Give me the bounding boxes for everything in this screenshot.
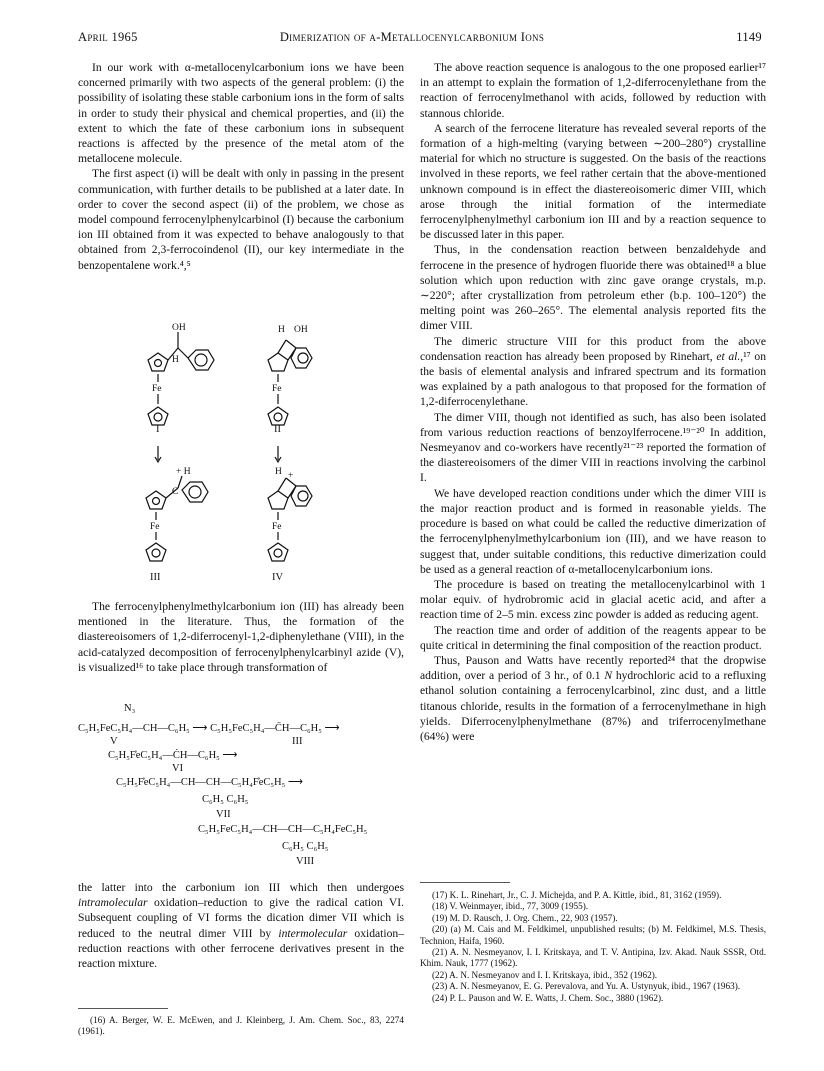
paragraph: In our work with α-metallocenylcarbonium ions we have been concerned primarily with two aspects of the general problem: (i) the possibility of isolating these stable carbonium ions in the form of salts in order to study their physical and chemical properties, and (ii) the extent to which the fate of these carbonium ions in subsequent reactions is affected by the presence of the metal atom of the metallocene molecule. <box>78 61 404 166</box>
footnote: (20) (a) M. Cais and M. Feldkimel, unpublished results; (b) M. Feldkimel, M.S. Thesis, Technion, Haifa, 1960. <box>420 924 766 946</box>
label-fe-IV: Fe <box>272 522 282 532</box>
paragraph: We have developed reaction conditions under which the dimer VIII is the major reaction product and is formed in reasonable yields. The procedure is based on what could be called the reductive dimerization of the ferrocenylphenylmethylcarbonium ion (III), and we have reason to suggest that, under suitable conditions, this reductive dimerization could be used as a general reaction of α-metallocenylcarbonium ions. <box>420 486 766 576</box>
footnote-rule-right <box>420 882 510 883</box>
issue-date: April 1965 <box>78 30 138 44</box>
label-fe-III: Fe <box>150 522 160 532</box>
scheme-label-viii: VIII <box>296 856 315 867</box>
label-h: H <box>172 355 179 365</box>
structure-I <box>148 332 214 425</box>
label-fe-II: Fe <box>272 384 282 394</box>
label-oh: OH <box>172 323 186 333</box>
structure-IV <box>268 478 312 561</box>
footnote: (16) A. Berger, W. E. McEwen, and J. Kleinberg, J. Am. Chem. Soc., 83, 2274 (1961). <box>78 1015 404 1037</box>
footnote: (19) M. D. Rausch, J. Org. Chem., 22, 903 (1957). <box>432 912 618 923</box>
footnote: (17) K. L. Rinehart, Jr., C. J. Michejda, and P. A. Kittle, ibid., 81, 3162 (1959). <box>432 890 722 900</box>
scheme-line4-sub: C₆H₅ C₆H₅ <box>282 841 329 852</box>
left-column-intro <box>78 60 404 273</box>
scheme-label-vi: VI <box>172 763 184 774</box>
footnote: (21) A. N. Nesmeyanov, I. I. Kritskaya, and T. V. Antipina, Izv. Akad. Nauk SSSR, Otd. Khim. Nauk, 1777 (1962). <box>420 947 766 969</box>
paragraph: The dimeric structure VIII for this product from the above condensation reaction has already been proposed by Rinehart, et al.,¹⁷ on the basis of elemental analysis and infrared spectrum and its formation was explained by a path analogous to that proposed for the formation of 1,2-diferrocenylethane. <box>420 334 766 409</box>
label-c: C <box>172 487 179 497</box>
paragraph: The first aspect (i) will be dealt with only in passing in the present communication, with further details to be published at a later date. In order to cover the second aspect (ii) of the problem, we chose as model compound ferrocenylphenylcarbinol (I) because the carbonium ion III obtained from it was expected to behave analogously to that obtained from 2,3-ferrocoindenol (II), our key intermediate in the benzopentalene work.⁴,⁵ <box>78 167 404 272</box>
scheme-label-iii: III <box>292 736 303 747</box>
paragraph: A search of the ferrocene literature has revealed several reports of the formation of a high-melting (varying between ∼200–280°) crystalline material for which no structure is suggested. On the basis of the reactions involved in these reports, we feel rather certain that the above-mentioned unknown compound is in effect the diastereoisomeric dimer VIII, which arose through the initial formation of the intermediate ferrocenylphenylmethyl carbonium ion III and by a reaction sequence to be discussed later in this paper. <box>420 121 766 242</box>
footnote-rule <box>78 1008 168 1009</box>
footnote: (22) A. N. Nesmeyanov and I. I. Kritskaya, ibid., 352 (1962). <box>432 969 658 980</box>
label-h-II: H <box>278 325 285 335</box>
label-II: II <box>274 424 281 435</box>
scheme-label-v: V <box>110 736 118 747</box>
paragraph: The procedure is based on treating the metallocenylcarbinol with 1 molar equiv. of hydrobromic acid in glacial acetic acid, and after a reaction time of 2–5 min. excess zinc powder is added as reducing agent. <box>420 577 766 622</box>
left-column-mid <box>78 599 404 675</box>
left-footnotes <box>78 1015 404 1038</box>
scheme-line4: C₅H₅FeC₅H₄—CH—CH—C₅H₄FeC₅H₅ <box>198 824 368 835</box>
scheme-line2: C₅H₅F̊eC₅H₄—ĊH—C₆H₅ ⟶ <box>108 750 238 761</box>
structure-II <box>268 340 312 425</box>
scheme-n3: N₃ <box>124 703 136 714</box>
structures-figure <box>120 318 340 586</box>
paragraph: The reaction time and order of addition of the reagents appear to be quite critical in determining the final composition of the reaction product. <box>420 623 766 652</box>
paragraph: The dimer VIII, though not identified as such, has also been isolated from various reduction reactions of benzoylferrocene.¹⁹⁻²⁰ In addition, Nesmeyanov and co-workers have recently²¹⁻²³ reported the formation of the diastereoisomers of the dimer VIII in reactions involving the carbinol I. <box>420 410 766 485</box>
paragraph: Thus, in the condensation reaction between benzaldehyde and ferrocene in the presence of hydrogen fluoride there was obtained¹⁸ a blue solution which upon reduction with zinc gave orange crystals, m.p. ∼220°; after crystallization from petroleum ether (b.p. 100–120°) the melting point was 260–265°. The elemental analysis reported fits the dimer VIII. <box>420 243 766 333</box>
left-column-bottom <box>78 880 404 971</box>
label-III: III <box>150 572 161 583</box>
label-I: I <box>156 424 160 435</box>
right-footnotes <box>420 890 766 1004</box>
label-plus-IV: + <box>288 471 294 481</box>
scheme-line3: C₅H₅F̊eC₅H₄—CH—CH—C₅H₄F̊eC₅H₅ ⟶ <box>116 777 303 788</box>
footnote: (18) V. Weinmayer, ibid., 77, 3009 (1955). <box>432 901 589 912</box>
label-plus-h: + H <box>176 467 191 477</box>
scheme-label-vii: VII <box>216 809 231 820</box>
paragraph: The above reaction sequence is analogous to the one proposed earlier¹⁷ in an attempt to explain the formation of 1,2-diferrocenylethane from the reaction of ferrocenylmethanol with acids, followed by reduction with stannous chloride. <box>420 61 766 120</box>
footnote: (24) P. L. Pauson and W. E. Watts, J. Chem. Soc., 3880 (1962). <box>432 992 664 1003</box>
label-oh-II: OH <box>294 325 308 335</box>
label-fe: Fe <box>152 384 162 394</box>
label-IV: IV <box>272 572 284 583</box>
footnote: (23) A. N. Nesmeyanov, E. G. Perevalova, and Yu. A. Ustynyuk, ibid., 1967 (1963). <box>432 981 741 992</box>
paragraph: The ferrocenylphenylmethylcarbonium ion (III) has already been mentioned in the literature. Thus, the formation of the diastereoisomers of 1,2-diferrocenyl-1,2-diphenylethane (VIII), in the acid-catalyzed decomposition of ferrocenylphenylcarbinyl azide (V), is visualized¹⁶ to take place through transformation of <box>78 600 404 674</box>
page-number: 1149 <box>736 30 762 44</box>
label-h-IV: H <box>275 467 282 477</box>
scheme-line1: C₅H₅FeC₅H₄—CH—C₆H₅ ⟶ C₅H₅FeC₅H₄—C̄H—C₆H₅ ⟶ <box>78 723 340 734</box>
right-column <box>420 60 766 744</box>
running-title: Dimerization of α-Metallocenylcarbonium Ions <box>279 30 545 44</box>
scheme-line3-sub: C₆H₅ C₆H₅ <box>202 794 249 805</box>
paragraph: the latter into the carbonium ion III which then undergoes intramolecular oxidation–reduction to give the radical cation VI. Subsequent coupling of VI forms the dication dimer VII which is reduced to the neutral dimer VIII by intermolecular oxidation–reduction reactions with other ferrocene derivatives present in the reaction mixture. <box>78 881 404 971</box>
paragraph: Thus, Pauson and Watts have recently reported²⁴ that the dropwise addition, over a period of 3 hr., of 0.1 N hydrochloric acid to a refluxing ethanol solution containing a ferrocenylcarbinol, zinc dust, and a little titanous chloride, results in the formation of a ferrocenylmethane in high yields. Diferrocenylphenylmethane (87%) and triferrocenylmethane (64%) were <box>420 653 767 743</box>
